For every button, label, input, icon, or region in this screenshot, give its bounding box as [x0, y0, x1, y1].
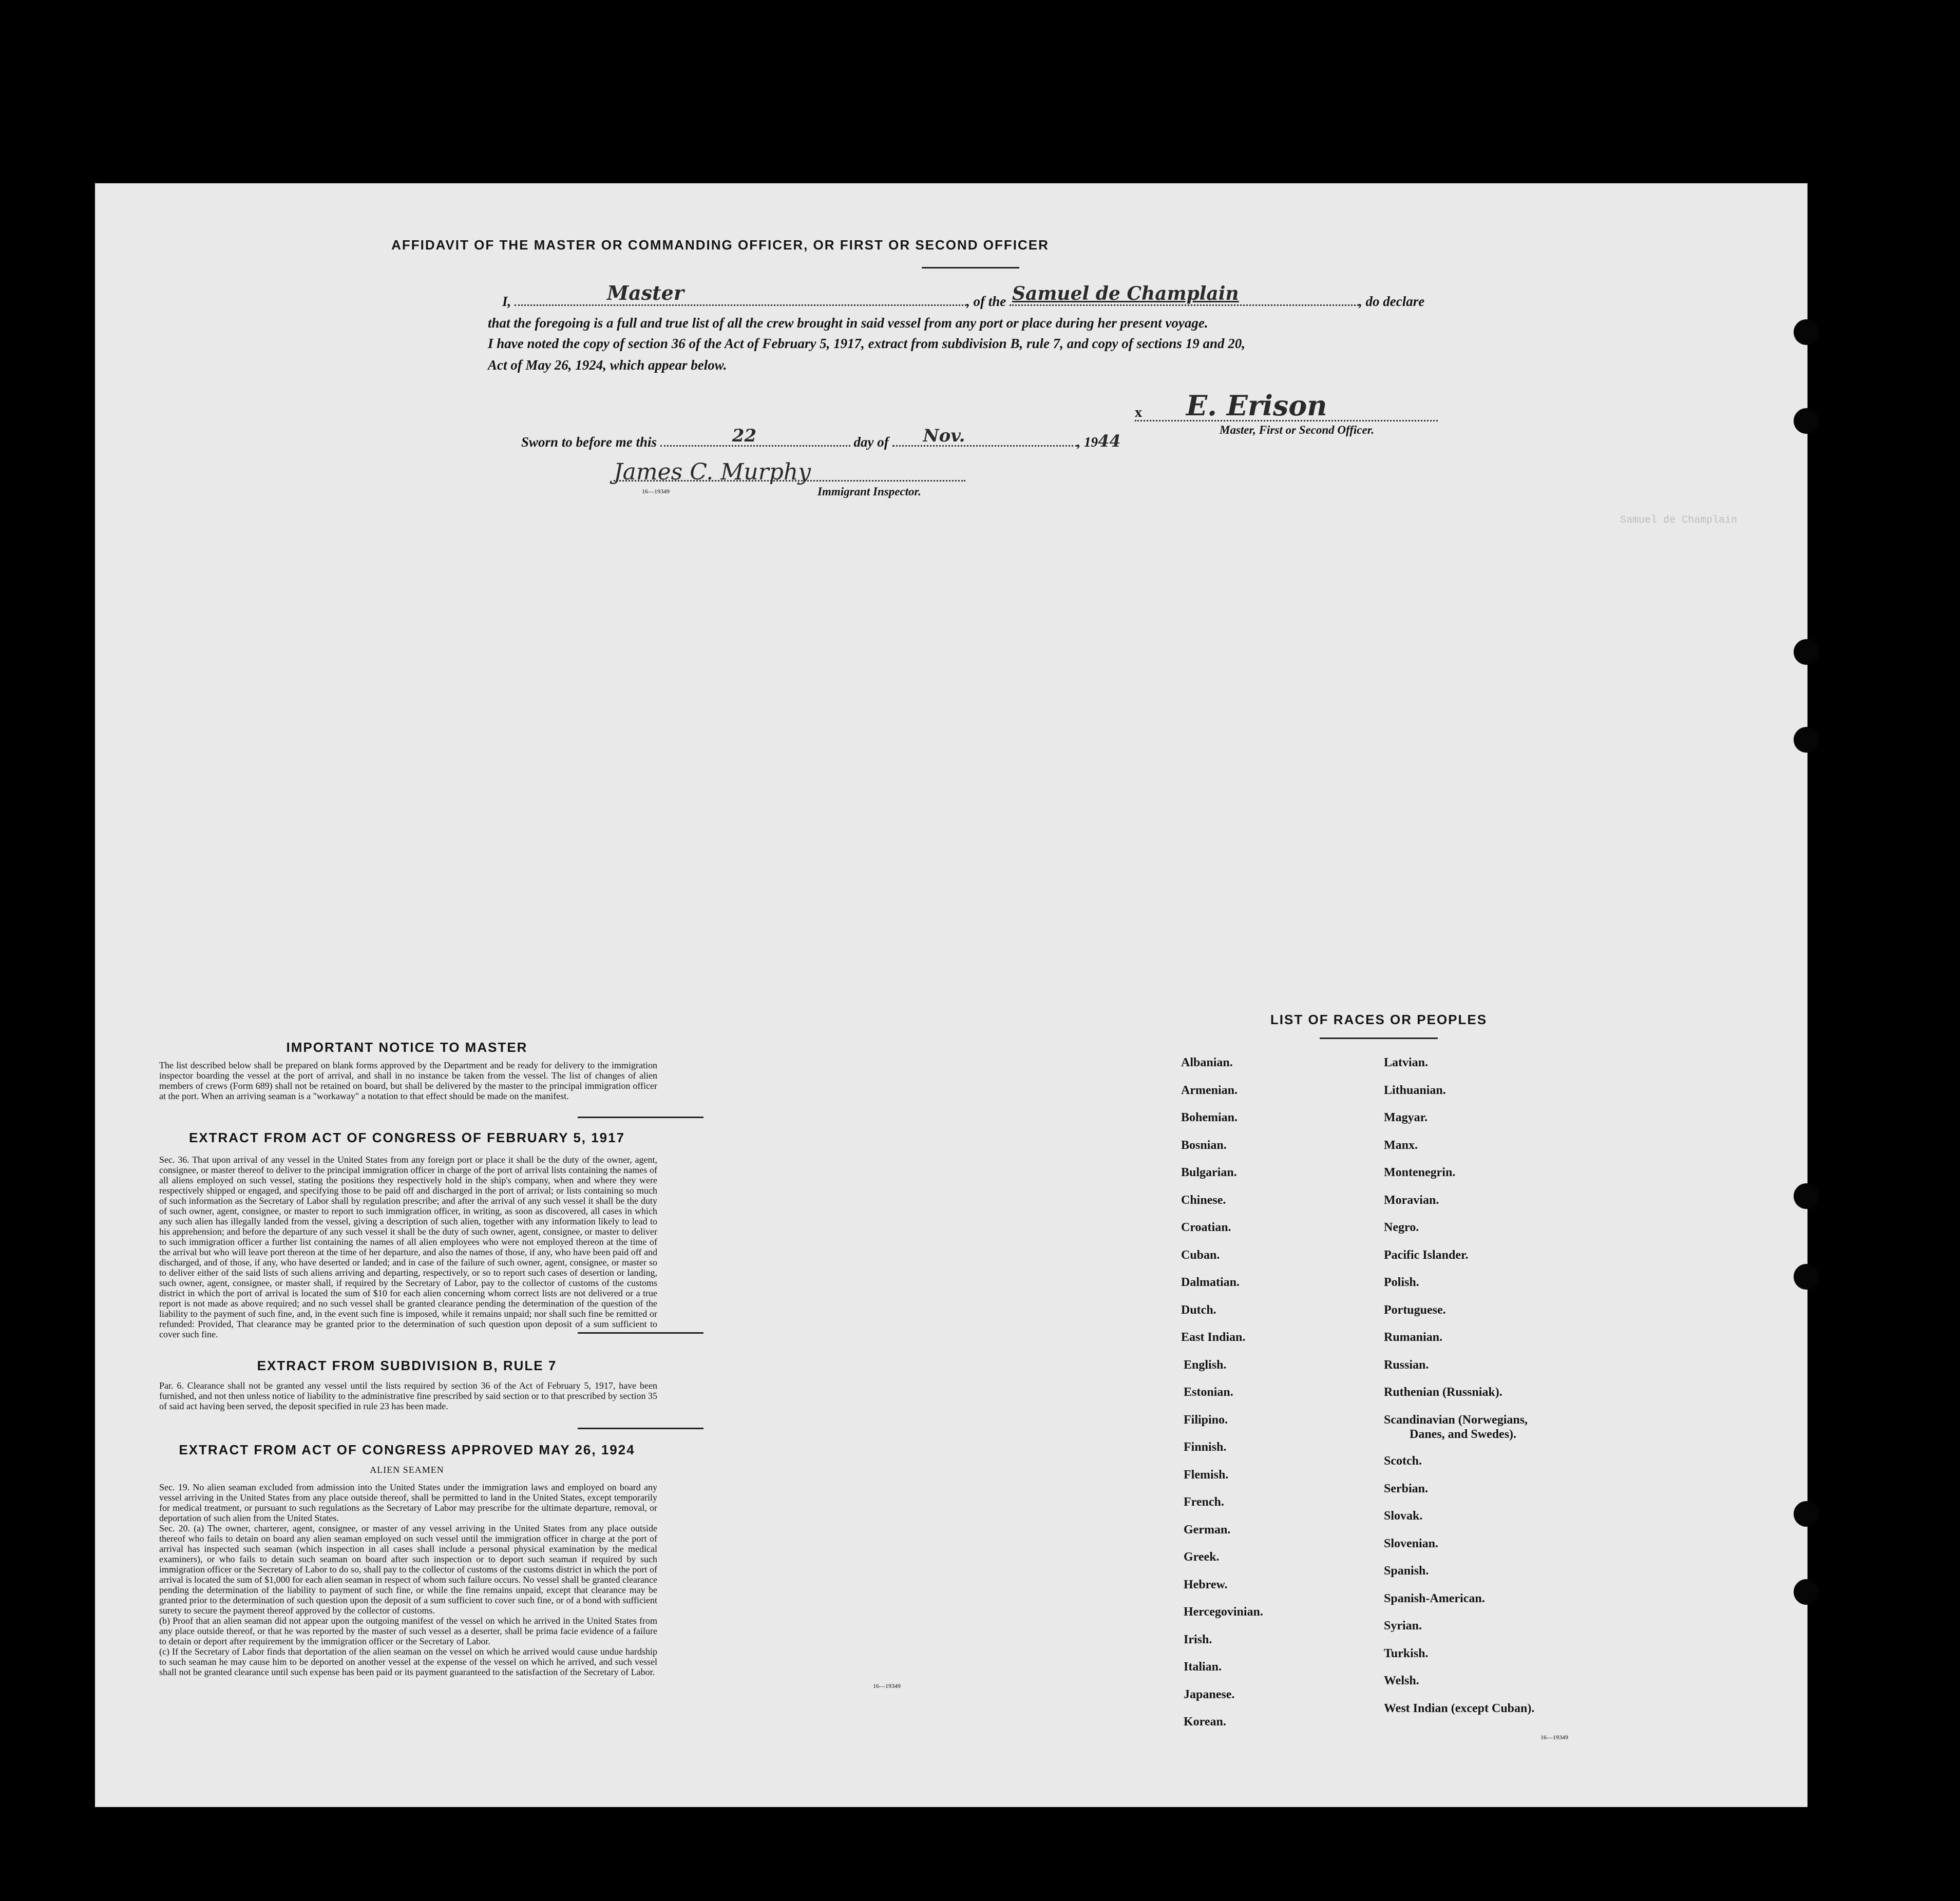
race-item: Finnish. [1184, 1441, 1227, 1454]
race-item: Welsh. [1384, 1674, 1419, 1687]
race-item: Albanian. [1181, 1056, 1233, 1069]
punch-hole [1794, 727, 1819, 753]
race-item: French. [1184, 1495, 1224, 1509]
declaration-line-2: that the foregoing is a full and true list of all the crew brought in said vessel from any port or place during her present voyage. [488, 315, 1208, 331]
race-item: Slovenian. [1384, 1537, 1439, 1550]
rank-handwriting: Master [607, 281, 684, 304]
race-item: Armenian. [1181, 1083, 1238, 1097]
race-item: Danes, and Swedes). [1410, 1427, 1517, 1441]
race-item: Italian. [1184, 1660, 1222, 1674]
race-item: Portuguese. [1384, 1303, 1446, 1317]
race-item: Syrian. [1384, 1619, 1422, 1633]
declaration-line-3: I have noted the copy of section 36 of the Act of February 5, 1917, extract from subdivision B, rule 7, and copy of sections 19 and 20, [488, 336, 1245, 351]
punch-hole [1794, 319, 1819, 345]
race-item: Dutch. [1181, 1303, 1216, 1317]
signature-caption: Master, First or Second Officer. [1220, 424, 1375, 436]
race-item: Croatian. [1181, 1221, 1231, 1234]
affidavit-form-number: 16—19349 [642, 488, 670, 495]
act-1924-form-number: 16—19349 [873, 1682, 901, 1689]
races-divider [1320, 1038, 1438, 1039]
vessel-field [1010, 283, 1359, 306]
master-signature: E. Erison [1186, 389, 1327, 422]
race-item: Rumanian. [1384, 1331, 1443, 1344]
race-item: Ruthenian (Russniak). [1384, 1386, 1502, 1399]
race-item: Korean. [1184, 1715, 1226, 1729]
sworn-label: Sworn to before me this [521, 434, 657, 450]
races-title: LIST OF RACES OR PEOPLES [1270, 1012, 1488, 1027]
race-item: Magyar. [1384, 1111, 1428, 1124]
race-item: Lithuanian. [1384, 1083, 1446, 1097]
race-item: Russian. [1384, 1358, 1429, 1372]
rule-7-body: Par. 6. Clearance shall not be granted any vessel until the lists required by section 36 of the Act of February 5, 1917, have been furnished, and not then unless notice of liability to the administrative fine prescribed by said section or to that prescribed by section 35 of said act having been served, the deposit specified in rule 23 has been made. [159, 1380, 657, 1411]
sworn-year: 44 [1098, 431, 1121, 451]
i-label: I, [502, 294, 511, 309]
notice-divider [578, 1117, 703, 1118]
race-item: Spanish. [1384, 1564, 1429, 1578]
race-item: Hercegovinian. [1184, 1605, 1263, 1619]
master-signature-line [1135, 389, 1438, 422]
race-item: Moravian. [1384, 1193, 1439, 1207]
act-1917-title: EXTRACT FROM ACT OF CONGRESS OF FEBRUARY 5, 1917 [188, 1130, 625, 1145]
act-1924-sec19: Sec. 19. No alien seaman excluded from admission into the United States under the immigration laws and employed on board any vessel arriving in the United States from any place outside thereof, shall be permitted to land in the United States, except temporarily for medical treatment, or pursuant to such regulations as the Secretary of Labor may prescribe for the ultimate departure, removal, or deportation of such alien from the United States. [159, 1482, 657, 1523]
act-1917-divider [578, 1332, 703, 1334]
race-item: Polish. [1384, 1276, 1419, 1289]
declaration-line-1 [502, 281, 1425, 310]
rule-7-title: EXTRACT FROM SUBDIVISION B, RULE 7 [257, 1358, 557, 1373]
race-item: Greek. [1184, 1550, 1220, 1564]
year-prefix: , 19 [1077, 434, 1098, 450]
races-form-number: 16—19349 [1540, 1734, 1568, 1741]
race-item: Filipino. [1184, 1413, 1228, 1427]
race-item: Flemish. [1184, 1468, 1229, 1482]
inspector-signature-line [614, 459, 965, 485]
race-item: West Indian (except Cuban). [1384, 1701, 1535, 1715]
punch-hole [1794, 1501, 1819, 1527]
race-item: Estonian. [1184, 1386, 1233, 1399]
rank-field [515, 281, 966, 306]
race-item: Latvian. [1384, 1056, 1429, 1069]
race-item: Montenegrin. [1384, 1166, 1456, 1179]
notice-body: The list described below shall be prepared on blank forms approved by the Department and be ready for delivery to the immigration inspector boarding the vessel at the port of arrival, and shall in no instance be taken from the vessel. The list of changes of alien members of crews (Form 689) shall not be retained on board, but shall be delivered by the master to the principal immigration officer at the port. When an arriving seaman is a "workaway" a notation to that effect should be made on the manifest. [159, 1060, 657, 1101]
punch-hole [1794, 408, 1819, 434]
day-of-label: day of [853, 434, 889, 450]
race-item: Hebrew. [1184, 1578, 1228, 1591]
race-item: Dalmatian. [1181, 1276, 1240, 1289]
act-1924-sec20c: (c) If the Secretary of Labor finds that deportation of the alien seaman on the vessel on which he arrived would cause undue hardship to such seaman he may cause him to be deported on another vessel at the expense of the vessel on which he arrived, and such vessel shall not be granted clearance until such expense has been paid or its payment guaranteed to the satisfaction of the Secretary of Labor. [159, 1646, 657, 1677]
day-field [660, 426, 850, 447]
month-field [892, 426, 1077, 447]
race-item: Spanish-American. [1384, 1591, 1485, 1605]
declaration-line-4: Act of May 26, 1924, which appear below. [488, 357, 727, 373]
punch-hole [1794, 1264, 1819, 1290]
race-item: Turkish. [1384, 1646, 1429, 1660]
act-1924-sec20b: (b) Proof that an alien seaman did not appear upon the outgoing manifest of the vessel on which he arrived in the United States from any place outside thereof, or that he was reported by the master of such vessel as a deserter, shall be prima facie evidence of a failure to detain or deport after requirement by the immigration officer or the Secretary of Labor. [159, 1616, 657, 1646]
act-1917-body: Sec. 36. That upon arrival of any vessel in the United States from any foreign port or place it shall be the duty of the owner, agent, consignee, or master thereof to deliver to the principal immigration officer in charge of the port of arrival lists containing the names of all aliens employed on such vessel, stating the positions they respectively hold in the ship's company, when and where they were respectively shipped or engaged, and specifying those to be paid off and discharged in the port of arrival; or lists containing so much of such information as the Secretary of Labor shall by regulation prescribe; and after the arrival of any such vessel it shall be the duty of such owner, agent, consignee, or master to report to such immigration officer, in writing, as soon as discovered, all cases in which any such alien has illegally landed from the vessel, giving a description of such alien, together with any information likely to lead to his apprehension; and before the departure of any such vessel it shall be the duty of such owner, agent, consignee, or master to deliver to such immigration officer a further list containing the names of all alien employees who were not employed thereon at the time of the arrival but who will leave port thereon at the time of her departure, and also the names of those, if any, who have been paid off and discharged, and of those, if any, who have deserted or landed; and in case of the failure of such owner, agent, consignee, or master so to deliver either of the said lists of such aliens arriving and departing, respectively, or so to report such cases of desertion or landing, such owner, agent, consignee, or master shall, if required by the Secretary of Labor, pay to the collector of customs of the customs district in which the port of arrival is located the sum of $10 for each alien concerning whom correct lists are not delivered or a true report is not made as above required; and no such vessel shall be granted clearance pending the determination of the question of the liability to the payment of such fine, and, in the event such fine is imposed, while it remains unpaid; nor shall such fine be remitted or refunded: Provided, That clearance may be granted prior to the determination of such question upon deposit of a sum sufficient to cover such fine. [159, 1155, 657, 1339]
notice-title: IMPORTANT NOTICE TO MASTER [286, 1040, 528, 1055]
rule-7-divider [578, 1428, 703, 1429]
race-item: Pacific Islander. [1384, 1248, 1469, 1262]
inspector-caption: Immigrant Inspector. [817, 485, 921, 498]
punch-hole [1794, 1183, 1819, 1209]
manifest-page [95, 183, 1807, 1807]
race-item: Slovak. [1384, 1509, 1423, 1523]
act-1924-subtitle: ALIEN SEAMEN [370, 1465, 444, 1475]
race-item: Bohemian. [1181, 1111, 1238, 1124]
punch-hole [1794, 1579, 1819, 1605]
race-item: Bulgarian. [1181, 1166, 1237, 1179]
race-item: Bosnian. [1181, 1138, 1227, 1152]
inspector-signature: James C. Murphy [614, 459, 811, 485]
race-item: Cuban. [1181, 1248, 1220, 1262]
act-1924-title: EXTRACT FROM ACT OF CONGRESS APPROVED MAY 26, 1924 [179, 1442, 635, 1457]
race-item: English. [1184, 1358, 1227, 1372]
act-1924-sec20a: Sec. 20. (a) The owner, charterer, agent, consignee, or master of any vessel arriving in the United States from any place outside thereof who fails to detain on board any alien seaman employed on such vessel until the immigration officer in charge at the port of arrival has inspected such seaman (which inspection in all cases shall include a personal physical examination by the medical examiners), or who fails to detain such seaman on board after such inspection or to deport such seaman if required by such immigration officer or the Secretary of Labor to do so, shall pay to the collector of customs of the customs district in which the port of arrival is located the sum of $1,000 for each alien seaman in respect of whom such failure occurs. No vessel shall be granted clearance pending the determination of the liability to payment of such fine, or while the fine remains unpaid, except that clearance may be granted prior to the determination of such question upon the deposit of a sum sufficient to cover such fine, or of a bond with sufficient surety to secure the payment thereof approved by the collector of customs. [159, 1523, 657, 1616]
sworn-month: Nov. [923, 426, 965, 446]
race-item: Serbian. [1384, 1482, 1429, 1495]
punch-hole [1794, 639, 1819, 665]
signature-mark: x [1135, 405, 1142, 420]
sworn-day: 22 [732, 426, 757, 446]
race-item: East Indian. [1181, 1331, 1246, 1344]
race-item: Negro. [1384, 1221, 1419, 1234]
vessel-handwriting: Samuel de Champlain [1012, 283, 1239, 304]
race-item: Japanese. [1184, 1687, 1235, 1701]
race-item: Scandinavian (Norwegians, [1384, 1413, 1528, 1427]
bleed-through-text: Samuel de Champlain [1620, 514, 1738, 526]
title-divider [922, 267, 1019, 268]
sworn-line [521, 426, 1121, 451]
declare-label: , do declare [1359, 294, 1425, 309]
race-item: Irish. [1184, 1633, 1212, 1646]
of-the-label: , of the [966, 294, 1006, 309]
race-item: Manx. [1384, 1138, 1418, 1152]
race-item: Chinese. [1181, 1193, 1226, 1207]
affidavit-title: AFFIDAVIT OF THE MASTER OR COMMANDING OFFICER, OR FIRST OR SECOND OFFICER [391, 237, 1049, 253]
race-item: German. [1184, 1523, 1231, 1537]
race-item: Scotch. [1384, 1454, 1422, 1468]
